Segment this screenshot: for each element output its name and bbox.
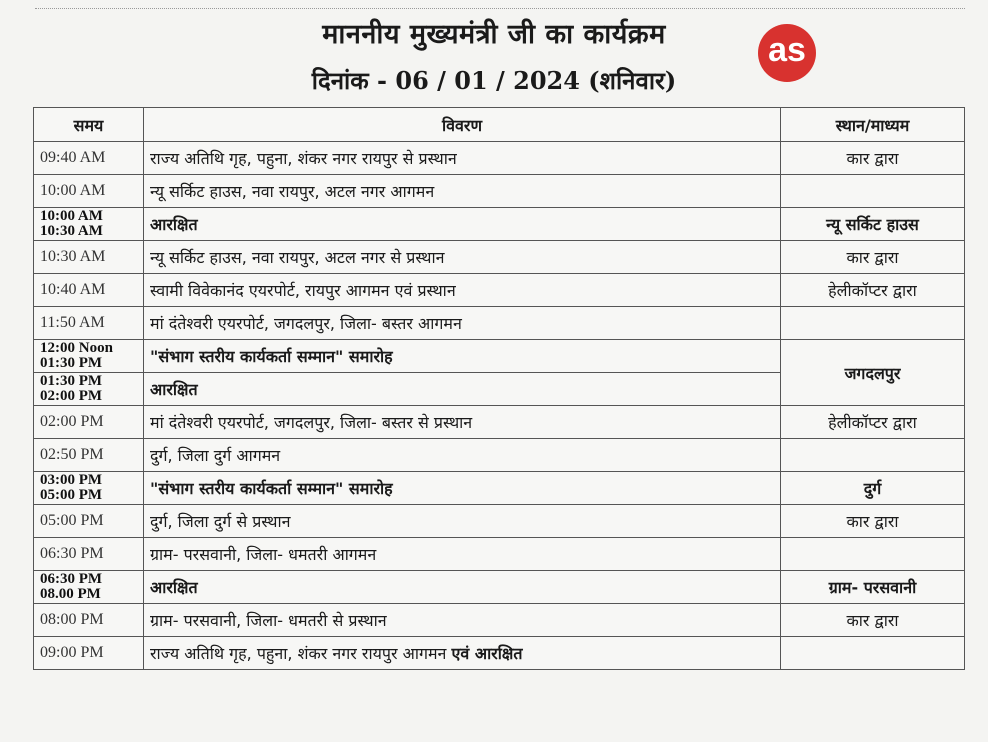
time-end: 05:00 PM bbox=[40, 487, 103, 503]
details-cell: आरक्षित bbox=[144, 373, 781, 406]
time-cell: 10:40 AM bbox=[34, 274, 144, 307]
table-row bbox=[34, 142, 965, 175]
time-cell: 08:00 PM bbox=[34, 604, 144, 637]
details-cell: "संभाग स्तरीय कार्यकर्ता सम्मान" समारोह bbox=[144, 340, 781, 373]
time-range-cell bbox=[34, 373, 144, 406]
time-end: 02:00 PM bbox=[40, 388, 103, 404]
time-cell: 06:30 PM bbox=[34, 538, 144, 571]
place-cell: हेलीकॉप्टर द्वारा bbox=[781, 406, 965, 439]
table-header-row bbox=[34, 108, 965, 142]
details-text: राज्य अतिथि गृह, पहुना, शंकर नगर रायपुर आगमन bbox=[150, 644, 447, 663]
time-cell: 09:00 PM bbox=[34, 637, 144, 670]
table-row bbox=[34, 340, 965, 373]
table-row bbox=[34, 307, 965, 340]
time-cell: 02:50 PM bbox=[34, 439, 144, 472]
details-cell: ग्राम- परसवानी, जिला- धमतरी आगमन bbox=[144, 538, 781, 571]
details-cell bbox=[144, 637, 781, 670]
time-start: 06:30 PM bbox=[40, 571, 103, 587]
table-row bbox=[34, 571, 965, 604]
table-row bbox=[34, 175, 965, 208]
table-row bbox=[34, 637, 965, 670]
time-end: 10:30 AM bbox=[40, 223, 103, 239]
top-divider bbox=[35, 8, 965, 9]
details-cell: राज्य अतिथि गृह, पहुना, शंकर नगर रायपुर से प्रस्थान bbox=[144, 142, 781, 175]
time-cell: 11:50 AM bbox=[34, 307, 144, 340]
time-range-cell bbox=[34, 208, 144, 241]
time-cell: 10:30 AM bbox=[34, 241, 144, 274]
column-header-details: विवरण bbox=[144, 108, 781, 142]
place-cell bbox=[781, 637, 965, 670]
time-cell: 05:00 PM bbox=[34, 505, 144, 538]
details-cell: आरक्षित bbox=[144, 571, 781, 604]
table-row bbox=[34, 604, 965, 637]
time-end: 08.00 PM bbox=[40, 586, 101, 602]
place-cell: कार द्वारा bbox=[781, 142, 965, 175]
place-cell: कार द्वारा bbox=[781, 505, 965, 538]
time-start: 10:00 AM bbox=[40, 208, 103, 224]
details-cell: आरक्षित bbox=[144, 208, 781, 241]
table-row bbox=[34, 274, 965, 307]
details-cell: न्यू सर्किट हाउस, नवा रायपुर, अटल नगर आगमन bbox=[144, 175, 781, 208]
details-cell: न्यू सर्किट हाउस, नवा रायपुर, अटल नगर से प्रस्थान bbox=[144, 241, 781, 274]
page-title: माननीय मुख्यमंत्री जी का कार्यक्रम bbox=[322, 19, 666, 50]
place-cell: हेलीकॉप्टर द्वारा bbox=[781, 274, 965, 307]
details-cell: "संभाग स्तरीय कार्यकर्ता सम्मान" समारोह bbox=[144, 472, 781, 505]
time-start: 03:00 PM bbox=[40, 472, 103, 488]
time-cell: 10:00 AM bbox=[34, 175, 144, 208]
table-row bbox=[34, 505, 965, 538]
place-cell-merged: जगदलपुर bbox=[781, 340, 965, 406]
details-bold-suffix: एवं आरक्षित bbox=[451, 644, 523, 663]
place-cell bbox=[781, 439, 965, 472]
details-cell: स्वामी विवेकानंद एयरपोर्ट, रायपुर आगमन एवं प्रस्थान bbox=[144, 274, 781, 307]
details-cell: दुर्ग, जिला दुर्ग आगमन bbox=[144, 439, 781, 472]
table-row bbox=[34, 406, 965, 439]
table-row bbox=[34, 241, 965, 274]
time-range-cell bbox=[34, 340, 144, 373]
time-end: 01:30 PM bbox=[40, 355, 103, 371]
place-cell bbox=[781, 538, 965, 571]
date-line: दिनांक - 06 / 01 / 2024 (शनिवार) bbox=[311, 66, 677, 95]
schedule-table bbox=[33, 107, 965, 670]
place-cell: दुर्ग bbox=[781, 472, 965, 505]
place-cell: कार द्वारा bbox=[781, 604, 965, 637]
column-header-place: स्थान/माध्यम bbox=[781, 108, 965, 142]
brand-logo: as bbox=[758, 24, 816, 82]
time-cell: 02:00 PM bbox=[34, 406, 144, 439]
details-cell: मां दंतेश्वरी एयरपोर्ट, जगदलपुर, जिला- बस्तर से प्रस्थान bbox=[144, 406, 781, 439]
time-range-cell bbox=[34, 571, 144, 604]
details-cell: मां दंतेश्वरी एयरपोर्ट, जगदलपुर, जिला- बस्तर आगमन bbox=[144, 307, 781, 340]
time-start: 01:30 PM bbox=[40, 373, 103, 389]
details-cell: ग्राम- परसवानी, जिला- धमतरी से प्रस्थान bbox=[144, 604, 781, 637]
place-cell: कार द्वारा bbox=[781, 241, 965, 274]
time-range-cell bbox=[34, 472, 144, 505]
time-start: 12:00 Noon bbox=[40, 340, 113, 356]
table-row bbox=[34, 439, 965, 472]
column-header-time: समय bbox=[34, 108, 144, 142]
place-cell: ग्राम- परसवानी bbox=[781, 571, 965, 604]
time-cell: 09:40 AM bbox=[34, 142, 144, 175]
place-cell bbox=[781, 175, 965, 208]
table-row bbox=[34, 208, 965, 241]
table-row bbox=[34, 538, 965, 571]
table-row bbox=[34, 472, 965, 505]
details-cell: दुर्ग, जिला दुर्ग से प्रस्थान bbox=[144, 505, 781, 538]
place-cell: न्यू सर्किट हाउस bbox=[781, 208, 965, 241]
place-cell bbox=[781, 307, 965, 340]
